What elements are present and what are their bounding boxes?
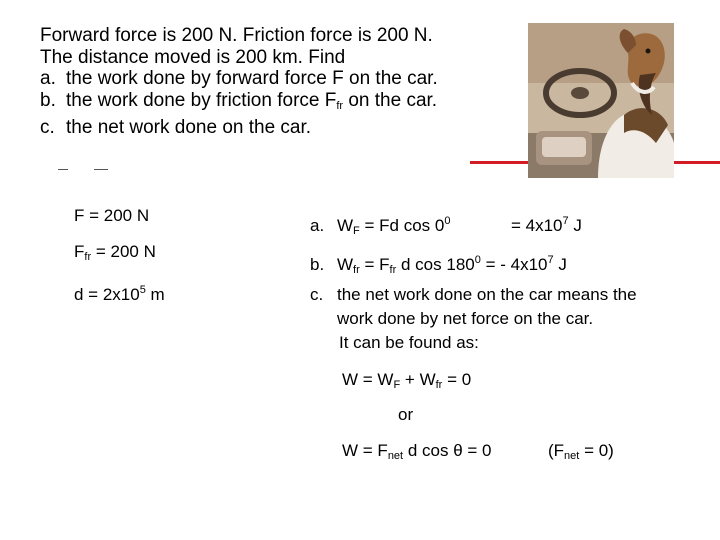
dash bbox=[58, 169, 68, 170]
answer-c-line-1: c. the net work done on the car means the bbox=[310, 285, 637, 304]
answer-a-result: = $4x10^7$ J bbox=[511, 215, 582, 235]
net-force-note: $(F_{net} = 0)$ bbox=[548, 441, 614, 462]
answer-c-line-3: It can be found as: bbox=[339, 333, 479, 352]
problem-item-a bbox=[40, 68, 438, 90]
item-text: the net work done on the car. bbox=[66, 117, 312, 138]
item-text: the work done by forward force F on the car. bbox=[66, 68, 438, 89]
or-connector: or bbox=[398, 405, 414, 424]
problem-line-2: The distance moved is 200 km. Find bbox=[40, 46, 346, 68]
dash bbox=[94, 169, 108, 170]
given-forward-force: F = 200 N bbox=[74, 206, 150, 225]
given-distance: $d = 2x10^5$ m bbox=[74, 284, 165, 304]
net-force-equation: $W = F_{net}$ d cos θ = 0 bbox=[342, 441, 492, 462]
item-marker: a. bbox=[40, 68, 56, 89]
dog-in-car-photo bbox=[528, 23, 674, 178]
problem-item-b bbox=[40, 90, 438, 118]
item-marker: c. bbox=[40, 117, 55, 138]
item-text: the work done by friction force $F_{fr}$ on the car. bbox=[66, 89, 438, 112]
answer-c-line-2: work done by net force on the car. bbox=[337, 309, 594, 328]
problem-item-c bbox=[40, 117, 438, 139]
answer-b: b. $W_{fr} = F_{fr}$ d $\cos 180^0$ = - $4x10^7$ J bbox=[310, 254, 567, 276]
item-marker: b. bbox=[40, 89, 56, 111]
net-work-equation: $W = W_F + W_{fr} = 0$ bbox=[342, 370, 472, 391]
answer-a: a. $W_F = Fd$ $\cos 0^0$ bbox=[310, 215, 451, 237]
decorative-dashes bbox=[58, 169, 118, 172]
given-friction-force: $F_{fr} = 200$ N bbox=[74, 242, 156, 263]
problem-line-1: Forward force is 200 N. Friction force is 200 N. bbox=[40, 25, 433, 46]
problem-statement bbox=[40, 25, 438, 139]
